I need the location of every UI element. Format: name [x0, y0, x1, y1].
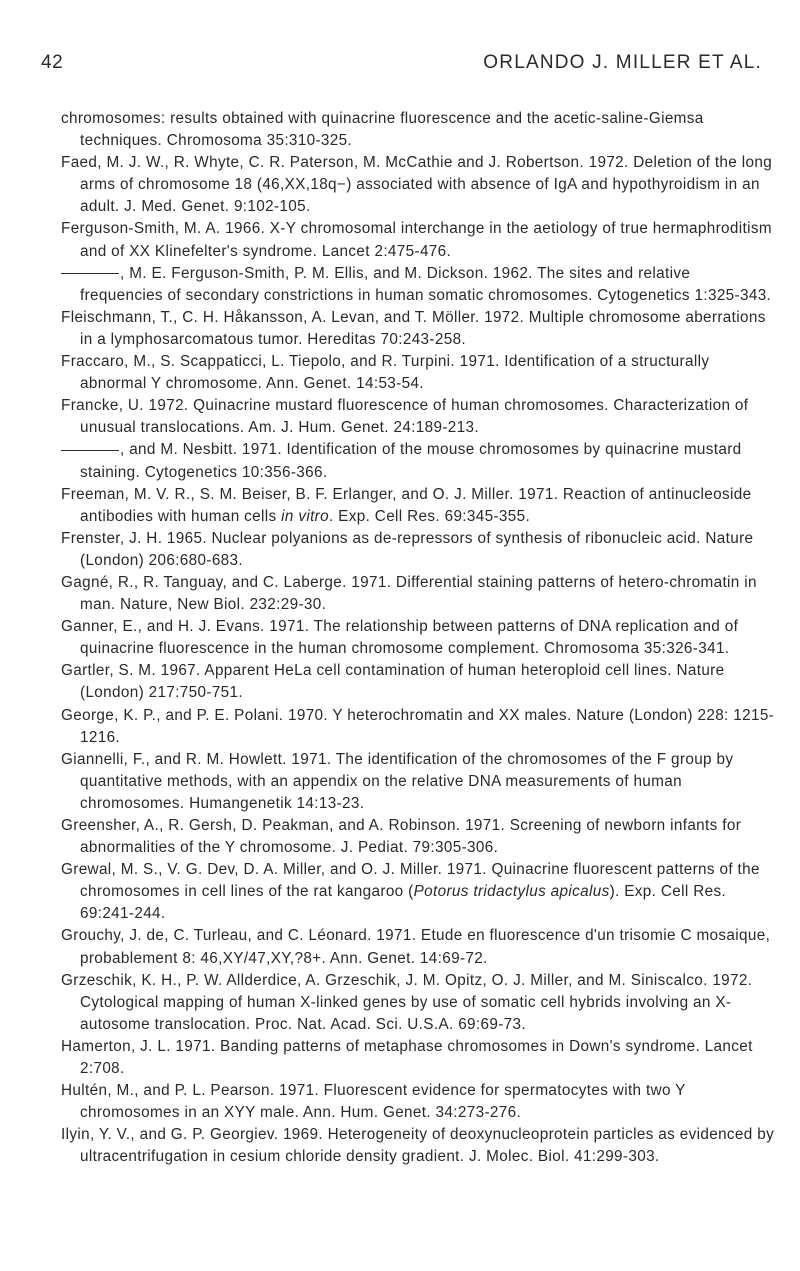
reference-entry [61, 749, 777, 815]
reference-entry [61, 859, 777, 925]
reference-text: , M. E. Ferguson-Smith, P. M. Ellis, and M. Dickson. 1962. The sites and relative frequencies of secondary constrictions in human somatic chromosomes. Cytogenetics 1:325-343. [80, 264, 772, 304]
reference-text: Giannelli, F., and R. M. Howlett. 1971. The identification of the chromosomes of the F group by quantitative methods, with an appendix on the relative DNA measurements of human chromosomes. Humangenetik 14:13-23. [61, 750, 734, 812]
reference-italic-text: in vitro [281, 507, 329, 525]
reference-text: Greensher, A., R. Gersh, D. Peakman, and A. Robinson. 1971. Screening of newborn infants for abnormalities of the Y chromosome. J. Pediat. 79:305-306. [61, 817, 742, 857]
reference-text: Hultén, M., and P. L. Pearson. 1971. Fluorescent evidence for spermatocytes with two Y chromosomes in an XYY male. Ann. Hum. Genet. 34:273-276. [61, 1082, 686, 1122]
reference-text: Ganner, E., and H. J. Evans. 1971. The relationship between patterns of DNA replication and of quinacrine fluorescence in the human chromosome complement. Chromosoma 35:326-341. [61, 618, 739, 658]
reference-italic-text: Potorus tridactylus apicalus [413, 883, 610, 901]
reference-entry [61, 152, 777, 218]
reference-entry [61, 925, 777, 969]
page-number: 42 [41, 52, 64, 73]
reference-entry [61, 970, 777, 1036]
reference-text: Francke, U. 1972. Quinacrine mustard fluorescence of human chromosomes. Characterization of unusual translocations. Am. J. Hum. Genet. 24:189-213. [61, 397, 749, 437]
reference-entry [61, 705, 777, 749]
reference-entry [61, 108, 777, 152]
reference-text: Freeman, M. V. R., S. M. Beiser, B. F. Erlanger, and O. J. Miller. 1971. Reaction of antinucleoside antibodies with human cells [61, 485, 752, 525]
reference-entry [61, 815, 777, 859]
reference-entry [61, 1036, 777, 1080]
reference-text: ). Exp. Cell Res. 69:241-244. [80, 883, 727, 923]
reference-text: . Exp. Cell Res. 69:345-355. [328, 507, 531, 525]
repeated-author-dash [61, 273, 119, 274]
reference-list [61, 108, 777, 1169]
reference-entry [61, 1124, 777, 1168]
reference-entry [61, 572, 777, 616]
reference-text: Grewal, M. S., V. G. Dev, D. A. Miller, and O. J. Miller. 1971. Quinacrine fluorescent patterns of the chromosomes in cell lines of the rat kangaroo ( [61, 861, 760, 901]
reference-entry [61, 395, 777, 439]
reference-text: Ilyin, Y. V., and G. P. Georgiev. 1969. Heterogeneity of deoxynucleoprotein particles as evidenced by ultracentrifugation in cesium chloride density gradient. J. Molec. Biol. 41:299-303. [61, 1126, 775, 1166]
reference-entry [61, 263, 777, 307]
reference-text: Faed, M. J. W., R. Whyte, C. R. Paterson, M. McCathie and J. Robertson. 1972. Deletion of the long arms of chromosome 18 (46,XX,18q−) associated with absence of IgA and hypothyroidism in an adult. J. Med. Genet. 9:102-105. [61, 154, 773, 216]
reference-text: chromosomes: results obtained with quinacrine fluorescence and the acetic-saline-Giemsa techniques. Chromosoma 35:310-325. [61, 110, 704, 150]
reference-entry [61, 484, 777, 528]
reference-entry [61, 351, 777, 395]
reference-entry [61, 1080, 777, 1124]
reference-text: Frenster, J. H. 1965. Nuclear polyanions as de-repressors of synthesis of ribonucleic acid. Nature (London) 206:680-683. [61, 529, 754, 569]
reference-text: Gartler, S. M. 1967. Apparent HeLa cell contamination of human heteroploid cell lines. Nature (London) 217:750-751. [61, 662, 725, 702]
page-header [0, 52, 800, 82]
reference-entry [61, 660, 777, 704]
reference-text: Grzeschik, K. H., P. W. Allderdice, A. Grzeschik, J. M. Opitz, O. J. Miller, and M. Siniscalco. 1972. Cytological mapping of human X-linked genes by use of somatic cell hybrids involving an X-autosome translocation. Proc. Nat. Acad. Sci. U.S.A. 69:69-73. [61, 971, 753, 1033]
reference-text: Hamerton, J. L. 1971. Banding patterns of metaphase chromosomes in Down's syndrome. Lancet 2:708. [61, 1037, 753, 1078]
reference-entry [61, 439, 777, 483]
reference-entry [61, 218, 777, 262]
reference-entry [61, 616, 777, 660]
repeated-author-dash [61, 450, 119, 451]
reference-entry [61, 528, 777, 572]
reference-text: George, K. P., and P. E. Polani. 1970. Y heterochromatin and XX males. Nature (London) 228: 1215-1216. [61, 706, 775, 746]
reference-text: , and M. Nesbitt. 1971. Identification of the mouse chromosomes by quinacrine mustard staining. Cytogenetics 10:356-366. [80, 441, 742, 481]
reference-text: Grouchy, J. de, C. Turleau, and C. Léonard. 1971. Etude en fluorescence d'un trisomie C mosaique, probablement 8: 46,XY/47,XY,?8+. Ann. Genet. 14:69-72. [61, 927, 771, 967]
running-head: ORLANDO J. MILLER ET AL. [483, 52, 762, 73]
reference-entry [61, 307, 777, 351]
reference-text: Fraccaro, M., S. Scappaticci, L. Tiepolo, and R. Turpini. 1971. Identification of a structurally abnormal Y chromosome. Ann. Genet. 14:53-54. [61, 353, 710, 393]
reference-text: Gagné, R., R. Tanguay, and C. Laberge. 1971. Differential staining patterns of hetero-chromatin in man. Nature, New Biol. 232:29-30. [61, 573, 757, 614]
reference-text: Fleischmann, T., C. H. Håkansson, A. Levan, and T. Möller. 1972. Multiple chromosome aberrations in a lymphosarcomatous tumor. Hereditas 70:243-258. [61, 308, 766, 348]
reference-text: Ferguson-Smith, M. A. 1966. X-Y chromosomal interchange in the aetiology of true hermaphroditism and of XX Klinefelter's syndrome. Lancet 2:475-476. [61, 220, 772, 260]
